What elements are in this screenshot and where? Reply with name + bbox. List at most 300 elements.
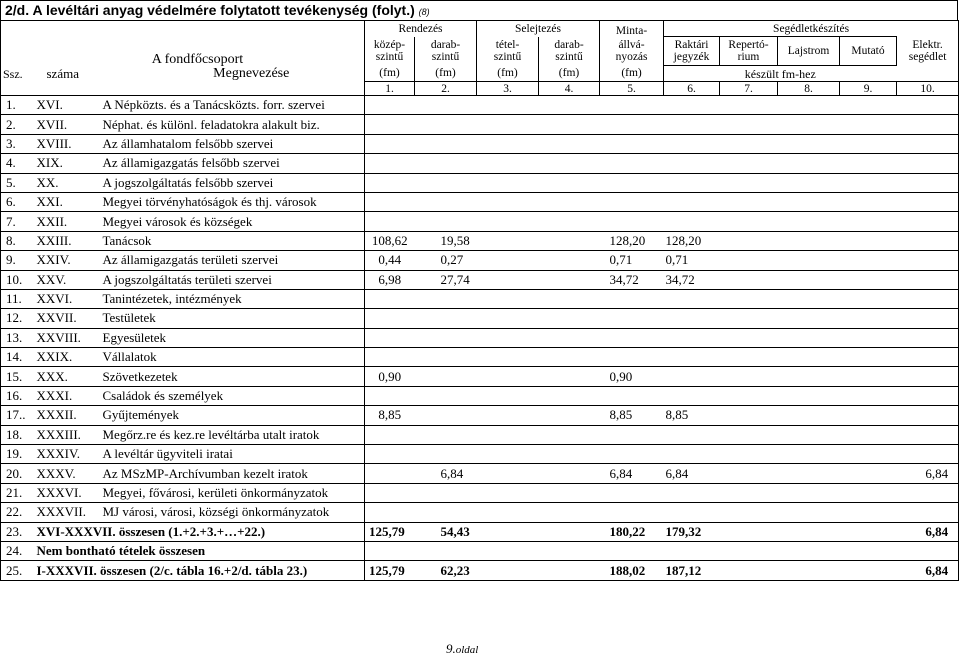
- row-col-5: 128,20: [600, 231, 664, 250]
- row-col-8: [778, 270, 840, 289]
- total-col-1: [365, 541, 415, 560]
- row-col-10: [897, 367, 959, 386]
- row-name: Tanácsok: [99, 231, 365, 250]
- row-col-10: [897, 212, 959, 231]
- row-col-6: 8,85: [664, 406, 720, 425]
- row-col-1: [365, 425, 415, 444]
- row-col-9: [840, 270, 897, 289]
- row-ssz: 2.: [1, 115, 33, 134]
- row-name: Néphat. és különl. feladatokra alakult biz.: [99, 115, 365, 134]
- row-col-4: [539, 367, 600, 386]
- row-col-4: [539, 212, 600, 231]
- total-col-9: [840, 561, 897, 580]
- row-col-7: [720, 309, 778, 328]
- header-colnum: 10.: [897, 82, 959, 96]
- row-col-1: [365, 173, 415, 192]
- row-col-8: [778, 289, 840, 308]
- row-col-3: [477, 289, 539, 308]
- row-col-8: [778, 192, 840, 211]
- table-title: [5, 2, 430, 18]
- header-colnum: 6.: [664, 82, 720, 96]
- row-col-4: [539, 115, 600, 134]
- row-ssz: 5.: [1, 173, 33, 192]
- row-col-2: [415, 154, 477, 173]
- row-name: A jogszolgáltatás felsőbb szervei: [99, 173, 365, 192]
- row-col-5: [600, 134, 664, 153]
- row-col-7: [720, 251, 778, 270]
- row-col-10: [897, 231, 959, 250]
- row-szama: XXXVI.: [33, 483, 99, 502]
- total-col-9: [840, 522, 897, 541]
- row-col-2: [415, 406, 477, 425]
- header-keszult: készült fm-hez: [664, 66, 897, 82]
- row-col-5: 34,72: [600, 270, 664, 289]
- header-blank-2: [33, 82, 99, 96]
- row-col-7: [720, 406, 778, 425]
- row-col-6: 34,72: [664, 270, 720, 289]
- row-ssz: 4.: [1, 154, 33, 173]
- row-col-5: [600, 289, 664, 308]
- header-darabszintu-2: [539, 37, 600, 66]
- row-szama: XXVII.: [33, 309, 99, 328]
- total-col-1: 125,79: [365, 522, 415, 541]
- header-segedletkeszites: Segédletkészítés: [664, 21, 959, 37]
- row-name: Egyesületek: [99, 328, 365, 347]
- row-name: Gyűjtemények: [99, 406, 365, 425]
- row-col-1: [365, 503, 415, 522]
- row-col-7: [720, 270, 778, 289]
- row-col-6: [664, 289, 720, 308]
- row-col-6: [664, 154, 720, 173]
- row-col-8: [778, 115, 840, 134]
- row-col-7: [720, 154, 778, 173]
- row-col-6: [664, 212, 720, 231]
- row-szama: XXIII.: [33, 231, 99, 250]
- row-col-7: [720, 96, 778, 115]
- row-col-5: [600, 425, 664, 444]
- table-row: [1, 425, 959, 444]
- row-col-1: 6,98: [365, 270, 415, 289]
- total-row: [1, 561, 959, 580]
- row-col-3: [477, 406, 539, 425]
- total-col-7: [720, 522, 778, 541]
- row-col-2: [415, 348, 477, 367]
- row-col-4: [539, 173, 600, 192]
- header-tetel-fm: (fm): [477, 66, 539, 82]
- header-kozepszintu: [365, 37, 415, 66]
- row-col-3: [477, 445, 539, 464]
- row-col-4: [539, 348, 600, 367]
- header-darab2-fm: (fm): [539, 66, 600, 82]
- header-elektr-spacer: [897, 66, 959, 82]
- row-col-3: [477, 192, 539, 211]
- total-col-8: [778, 541, 840, 560]
- row-col-9: [840, 406, 897, 425]
- row-col-9: [840, 309, 897, 328]
- row-col-1: [365, 386, 415, 405]
- row-col-9: [840, 386, 897, 405]
- row-col-8: [778, 328, 840, 347]
- row-col-7: [720, 483, 778, 502]
- row-szama: XXIV.: [33, 251, 99, 270]
- total-label: XVI-XXXVII. összesen (1.+2.+3.+…+22.): [33, 522, 365, 541]
- table-row: [1, 309, 959, 328]
- row-szama: XX.: [33, 173, 99, 192]
- header-colnum: 7.: [720, 82, 778, 96]
- row-col-3: [477, 367, 539, 386]
- total-col-8: [778, 561, 840, 580]
- row-col-3: [477, 212, 539, 231]
- page-footer: [446, 641, 478, 657]
- row-szama: XVII.: [33, 115, 99, 134]
- row-col-8: [778, 348, 840, 367]
- row-col-7: [720, 134, 778, 153]
- total-col-10: [897, 541, 959, 560]
- row-col-2: 27,74: [415, 270, 477, 289]
- row-szama: XXXV.: [33, 464, 99, 483]
- row-szama: XXXIV.: [33, 445, 99, 464]
- row-ssz: 8.: [1, 231, 33, 250]
- row-col-1: [365, 289, 415, 308]
- row-name: Vállalatok: [99, 348, 365, 367]
- total-row: [1, 541, 959, 560]
- header-darab-2: szintű: [431, 51, 460, 63]
- row-col-9: [840, 503, 897, 522]
- row-col-9: [840, 115, 897, 134]
- row-col-5: 0,90: [600, 367, 664, 386]
- row-name: A Népközts. és a Tanácsközts. forr. szervei: [99, 96, 365, 115]
- row-col-2: [415, 173, 477, 192]
- row-col-8: [778, 212, 840, 231]
- row-col-10: [897, 309, 959, 328]
- row-col-4: [539, 503, 600, 522]
- table-row: [1, 251, 959, 270]
- total-col-6: [664, 541, 720, 560]
- row-col-8: [778, 483, 840, 502]
- row-col-2: [415, 367, 477, 386]
- row-col-1: [365, 134, 415, 153]
- total-ssz: 24.: [1, 541, 33, 560]
- row-ssz: 9.: [1, 251, 33, 270]
- row-col-8: [778, 134, 840, 153]
- row-col-6: 0,71: [664, 251, 720, 270]
- row-col-5: [600, 192, 664, 211]
- header-darab2-1: darab-: [554, 39, 584, 51]
- row-col-2: [415, 96, 477, 115]
- row-col-9: [840, 96, 897, 115]
- row-col-7: [720, 192, 778, 211]
- header-reper-1: Repertó-: [728, 39, 769, 51]
- row-ssz: 3.: [1, 134, 33, 153]
- page-word: oldal: [455, 644, 479, 656]
- row-ssz: 6.: [1, 192, 33, 211]
- row-name: Szövetkezetek: [99, 367, 365, 386]
- row-col-8: [778, 406, 840, 425]
- row-col-2: [415, 212, 477, 231]
- row-col-9: [840, 251, 897, 270]
- total-ssz: 25.: [1, 561, 33, 580]
- row-col-8: [778, 96, 840, 115]
- row-szama: XXVIII.: [33, 328, 99, 347]
- row-col-3: [477, 96, 539, 115]
- row-col-10: [897, 251, 959, 270]
- total-col-6: 179,32: [664, 522, 720, 541]
- row-col-8: [778, 425, 840, 444]
- row-col-4: [539, 328, 600, 347]
- row-col-2: [415, 192, 477, 211]
- table-row: [1, 445, 959, 464]
- row-col-4: [539, 386, 600, 405]
- table-row: [1, 96, 959, 115]
- row-szama: XXX.: [33, 367, 99, 386]
- table-totals: [1, 522, 959, 580]
- header-darab-1: darab-: [430, 39, 461, 51]
- row-col-9: [840, 212, 897, 231]
- total-col-7: [720, 561, 778, 580]
- row-ssz: 11.: [1, 289, 33, 308]
- table-title-text: 2/d. A levéltári anyag védelmére folytatott tevékenység (folyt.): [5, 2, 415, 18]
- row-col-6: [664, 115, 720, 134]
- header-kozep-1: közép-: [373, 39, 406, 51]
- row-col-5: [600, 503, 664, 522]
- header-raktari: [664, 37, 720, 66]
- row-col-9: [840, 231, 897, 250]
- header-tetel-2: szintű: [493, 51, 522, 63]
- row-col-1: 0,44: [365, 251, 415, 270]
- row-col-10: [897, 483, 959, 502]
- row-col-7: [720, 212, 778, 231]
- table-row: [1, 503, 959, 522]
- row-col-10: [897, 503, 959, 522]
- table-row: [1, 115, 959, 134]
- table-row: [1, 386, 959, 405]
- row-col-2: [415, 289, 477, 308]
- table-row: [1, 173, 959, 192]
- total-col-9: [840, 541, 897, 560]
- row-name: Megyei, fővárosi, kerületi önkormányzatok: [99, 483, 365, 502]
- row-col-8: [778, 154, 840, 173]
- row-col-2: [415, 503, 477, 522]
- row-col-3: [477, 115, 539, 134]
- header-colnum: 2.: [415, 82, 477, 96]
- row-col-9: [840, 367, 897, 386]
- row-col-2: [415, 483, 477, 502]
- table-body: [1, 96, 959, 523]
- total-col-4: [539, 522, 600, 541]
- row-col-10: [897, 192, 959, 211]
- row-col-10: [897, 134, 959, 153]
- row-col-6: [664, 367, 720, 386]
- row-col-7: [720, 464, 778, 483]
- row-col-1: [365, 212, 415, 231]
- row-szama: XXXVII.: [33, 503, 99, 522]
- total-label: I-XXXVII. összesen (2/c. tábla 16.+2/d. tábla 23.): [33, 561, 365, 580]
- row-col-3: [477, 251, 539, 270]
- header-blank-1: [1, 82, 33, 96]
- row-ssz: 21.: [1, 483, 33, 502]
- total-col-5: 180,22: [600, 522, 664, 541]
- row-col-8: [778, 367, 840, 386]
- row-col-10: [897, 445, 959, 464]
- row-col-10: [897, 386, 959, 405]
- table-row: [1, 367, 959, 386]
- row-col-4: [539, 425, 600, 444]
- row-col-5: [600, 348, 664, 367]
- row-col-1: [365, 328, 415, 347]
- header-elektr-1: Elektr.: [912, 39, 943, 51]
- row-ssz: 16.: [1, 386, 33, 405]
- row-col-2: [415, 445, 477, 464]
- row-col-8: [778, 445, 840, 464]
- total-col-8: [778, 522, 840, 541]
- row-col-5: [600, 483, 664, 502]
- row-col-4: [539, 483, 600, 502]
- row-ssz: 20.: [1, 464, 33, 483]
- table-row: [1, 212, 959, 231]
- row-col-1: [365, 192, 415, 211]
- row-ssz: 18.: [1, 425, 33, 444]
- row-name: Tanintézetek, intézmények: [99, 289, 365, 308]
- header-minta-3: nyozás: [615, 51, 648, 63]
- row-col-6: [664, 425, 720, 444]
- row-col-4: [539, 154, 600, 173]
- row-ssz: 17..: [1, 406, 33, 425]
- row-col-2: [415, 134, 477, 153]
- row-col-3: [477, 270, 539, 289]
- header-rendezes: Rendezés: [365, 21, 477, 37]
- row-name: Az MSzMP-Archívumban kezelt iratok: [99, 464, 365, 483]
- table-row: [1, 134, 959, 153]
- row-name: Az államhatalom felsőbb szervei: [99, 134, 365, 153]
- header-tetelszintu: [477, 37, 539, 66]
- header-colnum: 8.: [778, 82, 840, 96]
- header-fondfocsoport: A fondfőcsoport: [1, 21, 365, 66]
- row-col-1: 8,85: [365, 406, 415, 425]
- row-col-3: [477, 134, 539, 153]
- total-col-3: [477, 522, 539, 541]
- total-col-10: 6,84: [897, 561, 959, 580]
- row-col-9: [840, 445, 897, 464]
- header-minta-mid: [600, 37, 664, 66]
- row-col-2: 19,58: [415, 231, 477, 250]
- data-table: [0, 20, 959, 581]
- row-col-1: [365, 96, 415, 115]
- header-darabszintu: [415, 37, 477, 66]
- row-ssz: 7.: [1, 212, 33, 231]
- row-col-5: 8,85: [600, 406, 664, 425]
- total-col-1: 125,79: [365, 561, 415, 580]
- total-col-5: [600, 541, 664, 560]
- row-col-5: [600, 173, 664, 192]
- row-col-10: [897, 96, 959, 115]
- table-row: [1, 328, 959, 347]
- row-col-5: [600, 386, 664, 405]
- row-col-9: [840, 348, 897, 367]
- header-minta-2: állvá-: [618, 39, 645, 51]
- row-col-5: 6,84: [600, 464, 664, 483]
- table-row: [1, 270, 959, 289]
- row-col-7: [720, 425, 778, 444]
- row-col-7: [720, 328, 778, 347]
- row-name: Családok és személyek: [99, 386, 365, 405]
- row-ssz: 15.: [1, 367, 33, 386]
- header-raktari-2: jegyzék: [673, 51, 710, 63]
- row-col-2: [415, 309, 477, 328]
- header-elektr-2: segédlet: [908, 51, 947, 63]
- header-selejtezes: Selejtezés: [477, 21, 600, 37]
- row-col-6: [664, 348, 720, 367]
- row-col-4: [539, 270, 600, 289]
- row-col-2: [415, 328, 477, 347]
- total-col-4: [539, 561, 600, 580]
- row-col-1: 0,90: [365, 367, 415, 386]
- row-col-6: [664, 134, 720, 153]
- row-col-10: [897, 348, 959, 367]
- row-ssz: 13.: [1, 328, 33, 347]
- row-col-8: [778, 309, 840, 328]
- header-elektr: [897, 37, 959, 66]
- row-col-1: [365, 154, 415, 173]
- total-col-10: 6,84: [897, 522, 959, 541]
- table-title-note: (8): [418, 7, 430, 17]
- row-col-8: [778, 173, 840, 192]
- row-name: Az államigazgatás felsőbb szervei: [99, 154, 365, 173]
- row-name: A jogszolgáltatás területi szervei: [99, 270, 365, 289]
- row-col-7: [720, 386, 778, 405]
- row-col-10: [897, 328, 959, 347]
- row-name: Megyei törvényhatóságok és thj. városok: [99, 192, 365, 211]
- table-row: [1, 406, 959, 425]
- total-col-5: 188,02: [600, 561, 664, 580]
- row-szama: XVIII.: [33, 134, 99, 153]
- total-ssz: 23.: [1, 522, 33, 541]
- header-darab-fm: (fm): [415, 66, 477, 82]
- row-col-3: [477, 503, 539, 522]
- row-col-4: [539, 192, 600, 211]
- row-szama: XXXII.: [33, 406, 99, 425]
- row-name: Testületek: [99, 309, 365, 328]
- row-ssz: 1.: [1, 96, 33, 115]
- row-col-7: [720, 231, 778, 250]
- row-col-10: [897, 289, 959, 308]
- title-bar: [0, 0, 958, 21]
- row-col-7: [720, 445, 778, 464]
- total-col-2: 54,43: [415, 522, 477, 541]
- row-col-7: [720, 115, 778, 134]
- row-name: Az államigazgatás területi szervei: [99, 251, 365, 270]
- row-col-3: [477, 173, 539, 192]
- row-col-10: 6,84: [897, 464, 959, 483]
- header-tetel-1: tétel-: [495, 39, 520, 51]
- row-col-2: [415, 115, 477, 134]
- row-ssz: 14.: [1, 348, 33, 367]
- header-ssz: Ssz.: [1, 66, 33, 82]
- table-row: [1, 231, 959, 250]
- row-col-7: [720, 173, 778, 192]
- row-col-5: [600, 212, 664, 231]
- total-col-3: [477, 541, 539, 560]
- header-kozep-fm: (fm): [365, 66, 415, 82]
- row-col-3: [477, 483, 539, 502]
- row-col-3: [477, 464, 539, 483]
- total-col-7: [720, 541, 778, 560]
- row-col-9: [840, 464, 897, 483]
- row-szama: XXXIII.: [33, 425, 99, 444]
- table-row: [1, 192, 959, 211]
- total-col-2: 62,23: [415, 561, 477, 580]
- row-szama: XXII.: [33, 212, 99, 231]
- header-repertorium: [720, 37, 778, 66]
